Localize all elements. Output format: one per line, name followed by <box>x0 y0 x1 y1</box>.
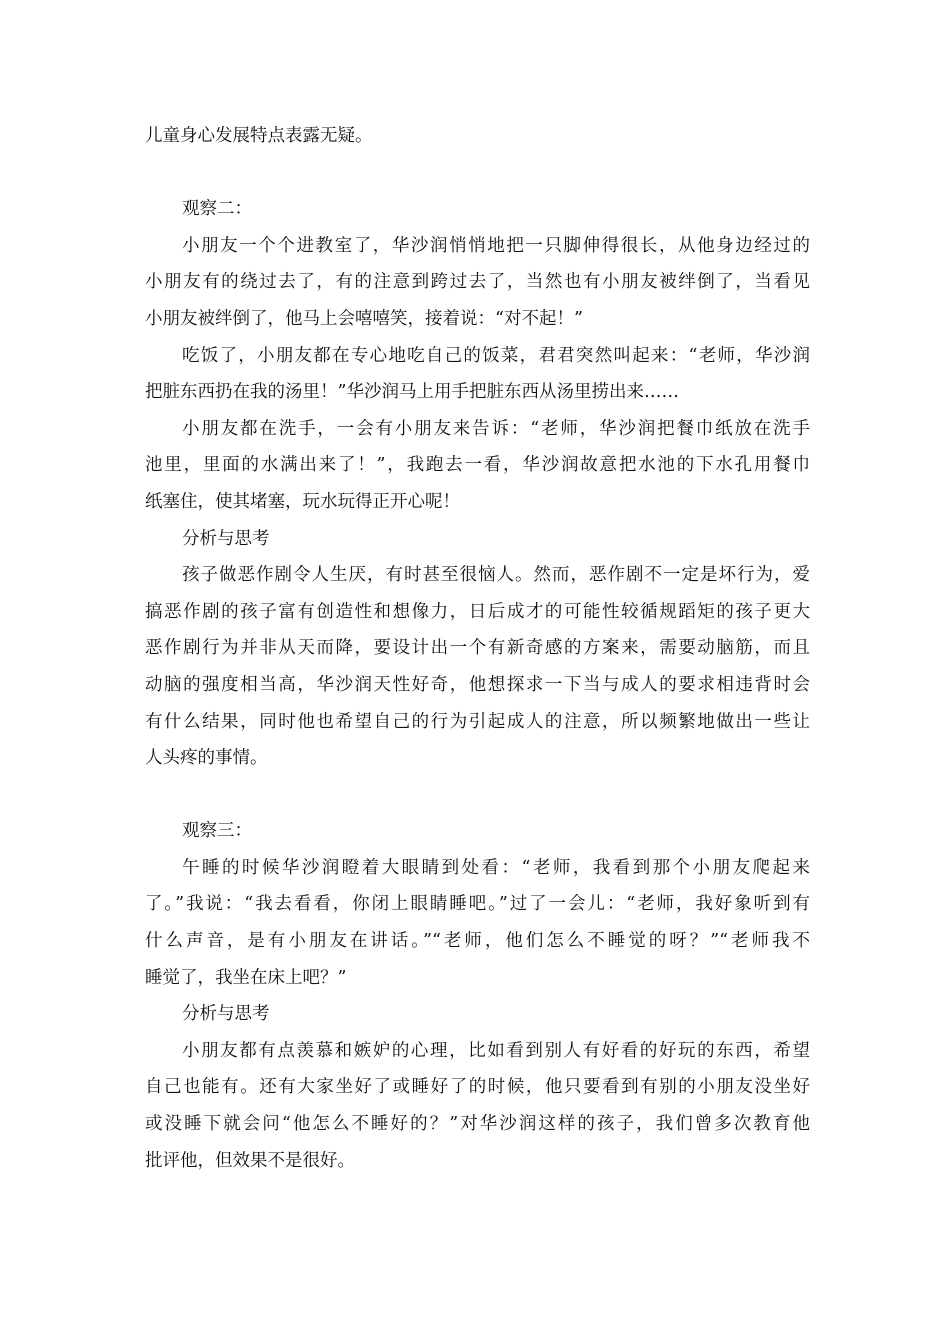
text-line: 把脏东西扔在我的汤里！”华沙润马上用手把脏东西从汤里捞出来…… <box>145 382 679 403</box>
text-line: 观察二： <box>182 199 252 220</box>
blank-line <box>145 777 810 814</box>
text-line: 了。”我说：“我去看看，你闭上眼睛睡吧。”过了一会儿：“老师，我好象听到有 <box>145 894 810 915</box>
text-line: 午睡的时候华沙润瞪着大眼睛到处看：“老师，我看到那个小朋友爬起来 <box>182 857 810 878</box>
text-line: 人头疼的事情。 <box>145 748 268 769</box>
blank-line <box>145 155 810 192</box>
text-line: 小朋友有的绕过去了，有的注意到跨过去了，当然也有小朋友被绊倒了，当看见 <box>145 272 810 293</box>
text-line: 睡觉了，我坐在床上吧？” <box>145 967 347 988</box>
text-line: 恶作剧行为并非从天而降，要设计出一个有新奇感的方案来，需要动脑筋，而且 <box>145 638 810 659</box>
document-body <box>145 118 810 1179</box>
text-line: 孩子做恶作剧令人生厌，有时甚至很恼人。然而，恶作剧不一定是坏行为，爱 <box>182 565 810 586</box>
text-line: 或没睡下就会问“他怎么不睡好的？”对华沙润这样的孩子，我们曾多次教育他 <box>145 1114 810 1135</box>
text-line: 小朋友都在洗手，一会有小朋友来告诉：“老师，华沙润把餐巾纸放在洗手 <box>182 418 810 439</box>
text-line: 儿童身心发展特点表露无疑。 <box>145 126 373 146</box>
text-line: 池里，里面的水满出来了！”，我跑去一看，华沙润故意把水池的下水孔用餐巾 <box>145 455 810 476</box>
text-line: 有什么结果，同时他也希望自己的行为引起成人的注意，所以频繁地做出一些让 <box>145 711 810 732</box>
text-line: 小朋友都有点羡慕和嫉妒的心理，比如看到别人有好看的好玩的东西，希望 <box>182 1040 810 1061</box>
text-line: 批评他，但效果不是很好。 <box>145 1150 355 1171</box>
text-line: 分析与思考 <box>182 528 270 549</box>
text-line: 观察三： <box>182 821 252 842</box>
text-line: 什么声音，是有小朋友在讲话。”“老师，他们怎么不睡觉的呀？”“老师我不 <box>145 931 810 952</box>
text-line: 自己也能有。还有大家坐好了或睡好了的时候，他只要看到有别的小朋友没坐好 <box>145 1077 810 1098</box>
text-line: 搞恶作剧的孩子富有创造性和想像力，日后成才的可能性较循规蹈矩的孩子更大 <box>145 601 810 622</box>
text-line: 吃饭了，小朋友都在专心地吃自己的饭菜，君君突然叫起来：“老师，华沙润 <box>182 345 810 366</box>
text-line: 动脑的强度相当高，华沙润天性好奇，他想探求一下当与成人的要求相违背时会 <box>145 674 810 695</box>
text-line: 小朋友被绊倒了，他马上会嘻嘻笑，接着说：“对不起！” <box>145 308 583 329</box>
text-line: 小朋友一个个进教室了，华沙润悄悄地把一只脚伸得很长，从他身边经过的 <box>182 235 810 256</box>
text-line: 分析与思考 <box>182 1004 270 1025</box>
text-line: 纸塞住，使其堵塞，玩水玩得正开心呢！ <box>145 491 460 512</box>
